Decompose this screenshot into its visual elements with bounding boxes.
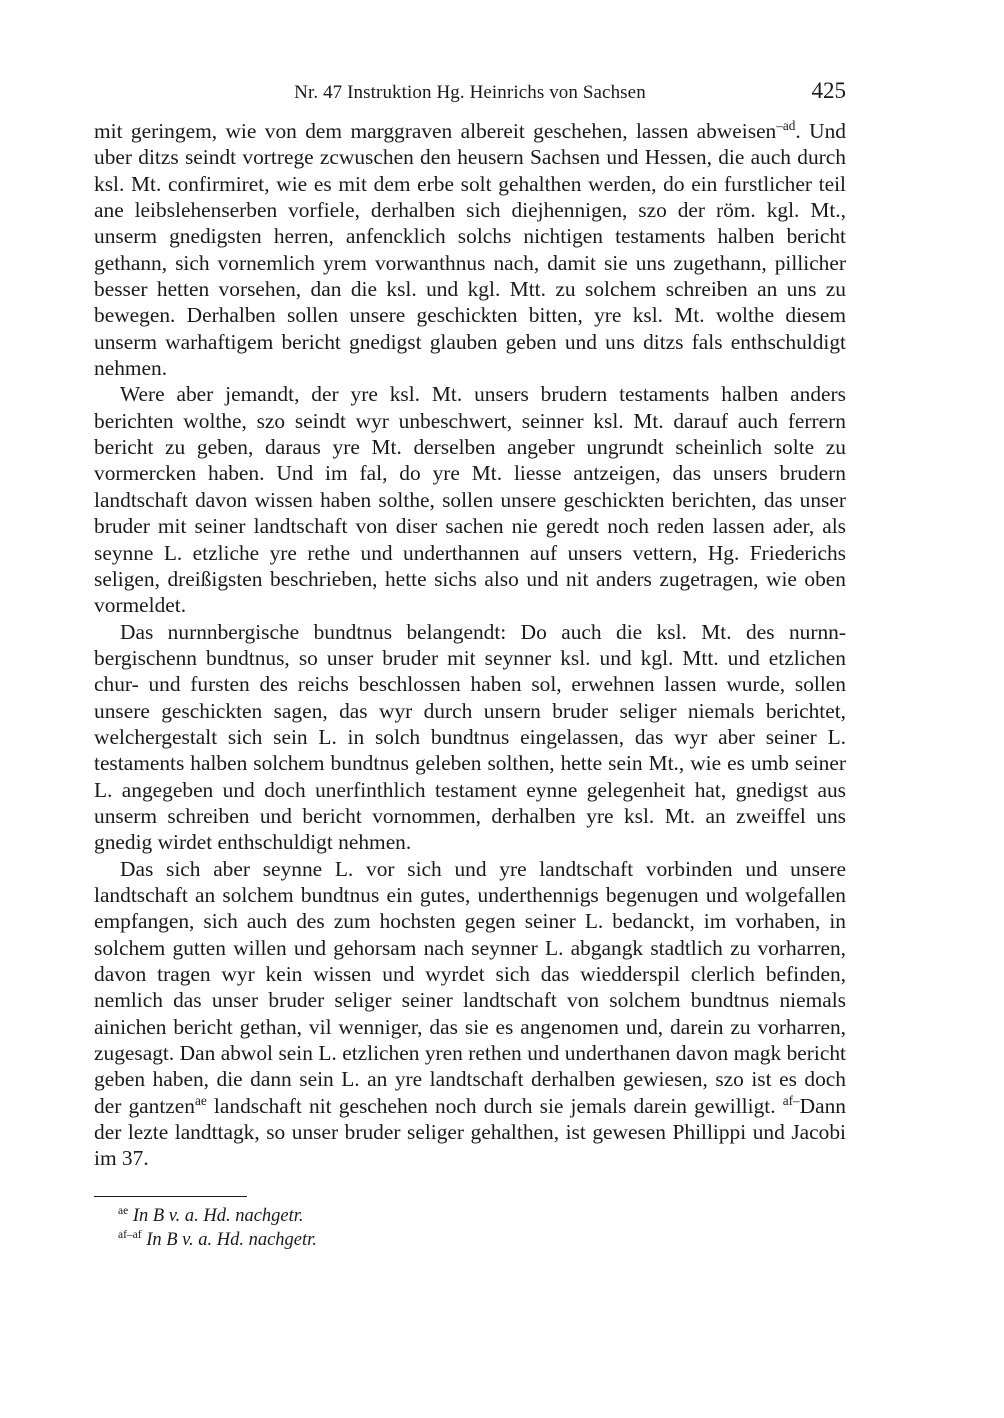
main-text	[94, 118, 846, 1172]
paragraph	[94, 856, 846, 1172]
footnote-marker: af–	[782, 1092, 800, 1108]
footnote-text: In B v. a. Hd. nachgetr.	[146, 1230, 317, 1250]
footnote-marker: ae	[195, 1092, 207, 1108]
footnote	[118, 1228, 818, 1252]
footnote-mark: af–af	[118, 1228, 142, 1241]
footnote-marker: –ad	[776, 117, 796, 133]
paragraph	[94, 118, 846, 381]
text-segment: mit geringem, wie von dem marggraven albereit geschehen, lassen abweisen	[94, 119, 777, 143]
text-segment: . Und uber ditzs seindt vortrege zcwuschen den heusern Sachsen und Hessen, die auch durch ksl. Mt. confirmiret, wie es mit dem erbe solt gehalthen werden, do ein furstlicher teil ane leibslehenserben vorfiele, derhalben sich diejhennigen, szo der röm. kgl. Mt., unserm gnedigsten herren, anfencklich solchs nichtigen testaments halben bericht gethann, sich vornemlich yrem vorwanthnus nach, damit sie uns zugethann, pillicher besser hetten vorsehen, dan die ksl. und kgl. Mtt. zu solchem schreiben an uns zu bewegen. Derhalben sollen unsere geschickten bitten, yre ksl. Mt. wolthe diesem unserm warhaftigem bericht gnedigst glauben geben und uns ditzs fals enthschuldigt nehmen.	[94, 119, 846, 381]
text-segment: Das sich aber seynne L. vor sich und yre landtschaft vorbinden und unsere landtschaft an solchem bundtnus ein gutes, underthennigs begenugen und wolgefallen empfangen, sich auch des zum hochsten gegen seiner L. bedanckt, im vorhaben, in solchem gutten willen und gehorsam nach seynner L. abgangk stadtlich zu vorharren, davon tragen wyr kein wissen und wyrdet sich das wiedderspil clerlich befinden, nemlich das unser bruder seliger seiner landtschaft von solchem bundtnus niemals ainichen bericht gethan, vil wenniger, das sie es angenomen und, darein zu vorharren, zugesagt. Dan abwol sein L. etzlichen yren rethen und underthanen davon magk bericht geben haben, die dann sein L. an yre landtschaft derhalben gewiesen, szo ist es doch der gantzen	[94, 856, 846, 1118]
text-segment: landschaft nit geschehen noch durch sie jemals darein gewilligt.	[206, 1093, 783, 1118]
footnotes	[118, 1204, 818, 1252]
footnote-divider	[94, 1196, 247, 1197]
running-title: Nr. 47 Instruktion Hg. Heinrichs von Sachsen	[294, 82, 646, 103]
paragraph	[94, 619, 846, 856]
footnote-text: In B v. a. Hd. nachgetr.	[132, 1206, 304, 1226]
text-segment: Dann der lezte landttagk, so unser bruder seliger gehalthen, ist gewesen Phillippi und Jacobi im 37.	[94, 1093, 846, 1171]
paragraph	[94, 381, 846, 618]
page-number: 425	[811, 78, 846, 103]
text-segment: Das nurnnbergische bundtnus belangendt: Do auch die ksl. Mt. des nurnnbergischenn bundtnus, so unser bruder mit seynner ksl. und kgl. Mtt. und etzlichen chur- und fursten des reichs beschlossen haben sol, erwehnen lassen wurde, sollen unsere geschickten sagen, das wyr durch unsern bruder seliger niemals berichtet, welchergestalt sich sein L. in solch bundtnus eingelassen, das wyr aber seiner L. testaments halben solchem bundtnus geleben solthen, hette sein Mt., wie es umb seiner L. angegeben und doch unerfinthlich testament eynne gelegenheit hat, gnedigst aus unserm schreiben und bericht vornommen, derhalben yre ksl. Mt. an zweiffel uns gnedig wirdet enthschuldigt nehmen.	[94, 619, 846, 855]
footnote-mark: ae	[118, 1204, 129, 1217]
running-head	[94, 78, 846, 110]
text-segment: Were aber jemandt, der yre ksl. Mt. unsers brudern testaments halben anders berichten wolthe, szo seindt wyr unbeschwert, seinner ksl. Mt. darauf auch ferrern bericht zu geben, daraus yre Mt. derselben angeber ungrundt scheinlich solte zu vormercken haben. Und im fal, do yre Mt. liesse antzeigen, das unsers brudern landtschaft davon wissen haben solthe, sollen unsere geschickten berichten, das unser bruder mit seiner landtschaft von diser sachen nie geredt noch reden lassen ader, als seynne L. etzliche yre rethe und underthannen auf unsers vettern, Hg. Friederichs seligen, dreißigsten beschrieben, hette sichs also und nit anders zugetragen, wie oben vormeldet.	[94, 382, 846, 618]
footnote	[118, 1204, 818, 1228]
